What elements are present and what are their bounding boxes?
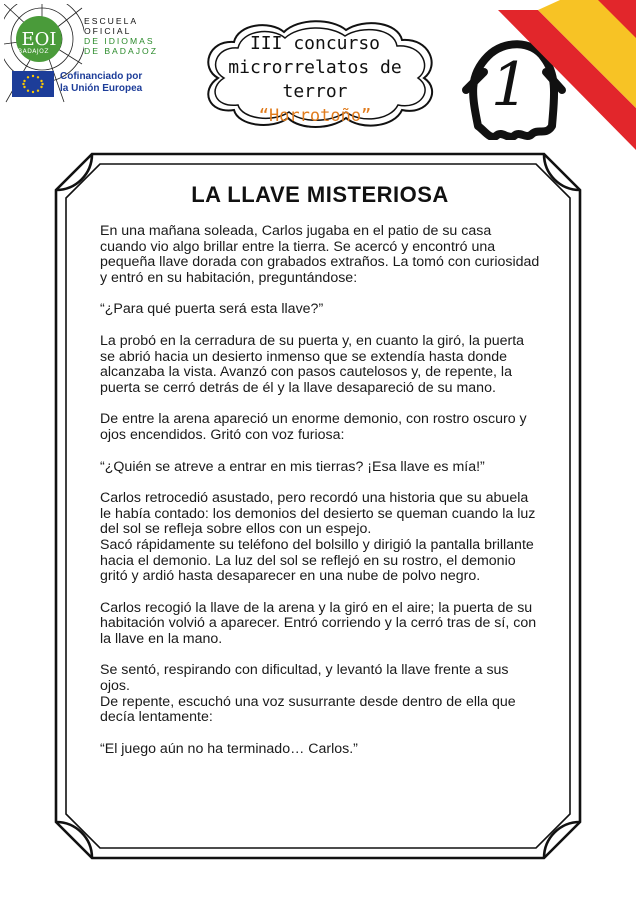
school-logo — [4, 4, 158, 104]
eu-text-line: Cofinanciado por — [60, 71, 143, 82]
story-paragraphs — [100, 224, 540, 757]
story-paragraph: “El juego aún no ha terminado… Carlos.” — [100, 740, 358, 757]
story-number: 1 — [490, 50, 530, 120]
school-name — [84, 16, 158, 56]
school-name-line: OFICIAL — [84, 26, 132, 36]
contest-title-line: III concurso — [249, 33, 381, 54]
story-paragraph: De entre la arena apareció un enorme demonio, con rostro oscuro y ojos encendidos. Gritó con voz furiosa: — [100, 411, 527, 443]
contest-title-line: microrrelatos de terror — [228, 57, 402, 102]
school-name-line: DE BADAJOZ — [84, 46, 158, 56]
story-title: LA LLAVE MISTERIOSA — [191, 182, 449, 207]
contest-name: “Horrotoño” — [258, 106, 372, 126]
eu-flag-icon — [12, 71, 54, 97]
story-paragraph: “¿Para qué puerta será esta llave?” — [100, 301, 324, 318]
school-name-line: ESCUELA — [84, 16, 139, 26]
eoi-city-label: BADAJOZ — [18, 48, 49, 55]
story-paragraph: “¿Quién se atreve a entrar en mis tierras? ¡Esa llave es mía!” — [100, 458, 485, 475]
contest-title — [210, 32, 420, 128]
story-paragraph: Carlos recogió la llave de la arena y la giró en el aire; la puerta de su habitación volvió a aparecer. Entró corriendo y la cerró tras de sí, con la llave en la mano. — [100, 599, 537, 647]
story-body — [100, 180, 540, 773]
school-name-line: DE IDIOMAS — [84, 36, 155, 46]
spain-flag-icon — [498, 0, 636, 150]
eu-cofinancing-text — [60, 71, 160, 95]
eoi-monogram: EOI — [16, 16, 62, 62]
story-paragraph: En una mañana soleada, Carlos jugaba en el patio de su casa cuando vio algo brillar entre la tierra. Se acercó y encontró una pequeña llave dorada con grabados extraños. La tomó con curiosidad y entró en su habitación, preguntándose: — [100, 223, 540, 286]
story-paragraph: Carlos retrocedió asustado, pero recordó una historia que su abuela le había contado: los demonios del desierto se queman cuando la luz del sol se refleja sobre ellos con un espejo. Sacó rápidamente su teléfono del bolsillo y dirigió la pantalla brillante hacia el demonio. La luz del sol se reflejó en su rostro, el demonio gritó y ardió hasta desaparecer en una nube de polvo negro. — [100, 490, 536, 585]
story-paragraph: La probó en la cerradura de su puerta y, en cuanto la giró, la puerta se abrió hacia un desierto inmenso que se extendía hasta donde alcanzaba la vista. Avanzó con pasos cautelosos y, de repente, la puerta se cerró detrás de él y la llave desapareció de su mano. — [100, 332, 525, 396]
story-paragraph: Se sentó, respirando con dificultad, y levantó la llave frente a sus ojos. De repente, escuchó una voz susurrante desde dentro de ella que decía lentamente: — [100, 662, 516, 726]
eu-text-line: la Unión Europea — [60, 83, 143, 94]
